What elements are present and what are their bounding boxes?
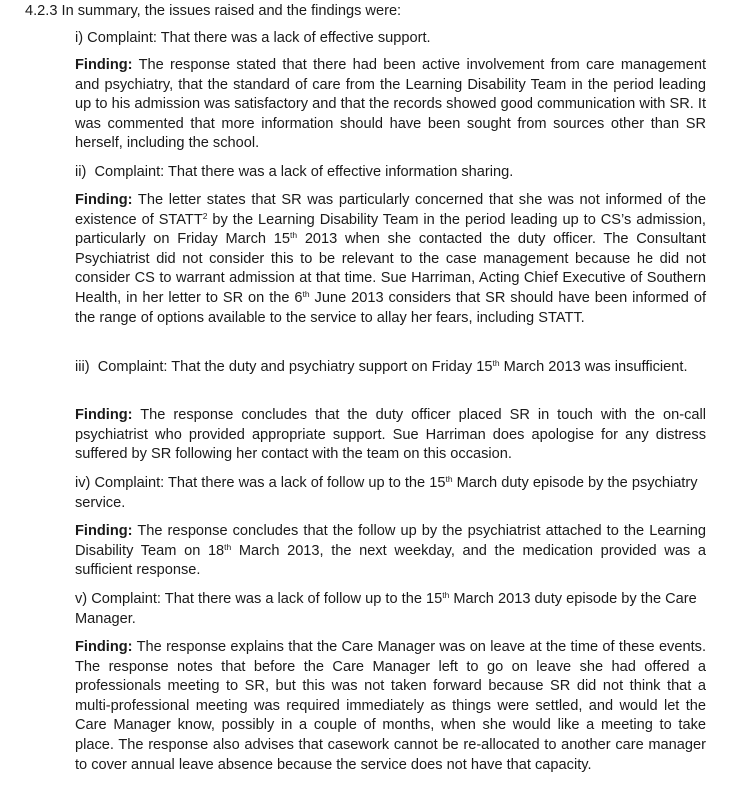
- finding-text: The response stated that there had been active involvement from care management and psychiatry, that the standard of care from the Learning Disability Team in the period leading up to his admission was satisfactory and that the records showed good communication with SR. It was commented that more information should have been sought from sources other than SR herself, including the school.: [75, 57, 706, 152]
- ordinal-suffix: th: [445, 474, 453, 484]
- finding-1: [75, 56, 706, 154]
- finding-text: March 2013, the next weekday, and the medication provided was a sufficient response.: [75, 542, 706, 579]
- section-heading: 4.2.3 In summary, the issues raised and the findings were:: [25, 3, 402, 19]
- complaint-4: [75, 474, 706, 513]
- ordinal-suffix: th: [492, 358, 500, 368]
- finding-4: [75, 522, 706, 581]
- complaint-number: i): [75, 30, 84, 46]
- finding-3: [75, 406, 706, 465]
- complaint-3: [75, 358, 706, 378]
- complaint-text: March 2013 was insufficient.: [499, 359, 688, 375]
- ordinal-suffix: th: [290, 230, 298, 241]
- complaint-text: March 2013 duty episode by the Care Manager.: [75, 591, 697, 627]
- complaint-text: March duty episode by the psychiatry service.: [75, 475, 698, 511]
- ordinal-suffix: th: [224, 541, 232, 552]
- complaint-text: Complaint: That there was a lack of follow up to the 15: [94, 475, 446, 491]
- finding-text: by the Learning Disability Team in the period leading up to CS’s admission, particularly on Friday March 15: [75, 211, 706, 248]
- finding-label: Finding:: [75, 407, 133, 423]
- finding-2: [75, 191, 706, 328]
- finding-text: The response concludes that the duty officer placed SR in touch with the on-call psychiatrist who provided appropriate support. Sue Harriman does apologise for any distress suffered by SR following her contact with the team on this occasion.: [75, 407, 706, 463]
- finding-label: Finding:: [75, 57, 133, 73]
- complaint-2: [75, 163, 706, 183]
- complaint-number: iii): [75, 359, 90, 375]
- finding-text: The response concludes that the follow up by the psychiatrist attached to the Learning Disability Team on 18: [75, 523, 707, 559]
- finding-text: The response explains that the Care Manager was on leave at the time of these events. The response notes that before the Care Manager left to go on leave she had offered a professionals meeting to SR, but this was not taken forward because SR did not think that a multi-professional meeting was required immediately as things were settled, and would let the Care Manager know, possibly in a couple of months, when she would like a meeting to take place. The response also advises that casework cannot be re-allocated to another care manager to cover annual leave absence because the service does not have that capacity.: [75, 639, 706, 773]
- footnote-ref[interactable]: 2: [202, 210, 208, 221]
- complaint-5: [75, 590, 706, 629]
- complaint-text: Complaint: That there was a lack of follow up to the 15: [91, 591, 443, 607]
- complaint-text: Complaint: That there was a lack of effective support.: [87, 30, 431, 46]
- complaint-text: Complaint: That the duty and psychiatry support on Friday 15: [97, 359, 493, 375]
- ordinal-suffix: th: [442, 590, 450, 600]
- complaint-1: [75, 29, 706, 49]
- finding-text: The letter states that SR was particularly concerned that she was not informed of the existence of STATT: [75, 192, 706, 228]
- complaint-number: iv): [75, 475, 91, 491]
- finding-text: 2013 when she contacted the duty officer. The Consultant Psychiatrist did not consider this to be relevant to the case management because he did not consider CS to warrant admission at that time. Sue Harriman, Acting Chief Executive of Southern Health, in her letter to SR on the 6: [75, 231, 706, 306]
- finding-label: Finding:: [75, 523, 133, 539]
- finding-label: Finding:: [75, 192, 133, 208]
- ordinal-suffix: th: [302, 288, 310, 299]
- finding-label: Finding:: [75, 639, 133, 655]
- finding-5: [75, 638, 706, 775]
- complaint-number: ii): [75, 164, 87, 180]
- complaint-number: v): [75, 591, 88, 607]
- complaint-text: Complaint: That there was a lack of effective information sharing.: [94, 164, 514, 180]
- finding-text: June 2013 considers that SR should have been informed of the range of options available to the service to allay her fears, including STATT.: [75, 289, 707, 326]
